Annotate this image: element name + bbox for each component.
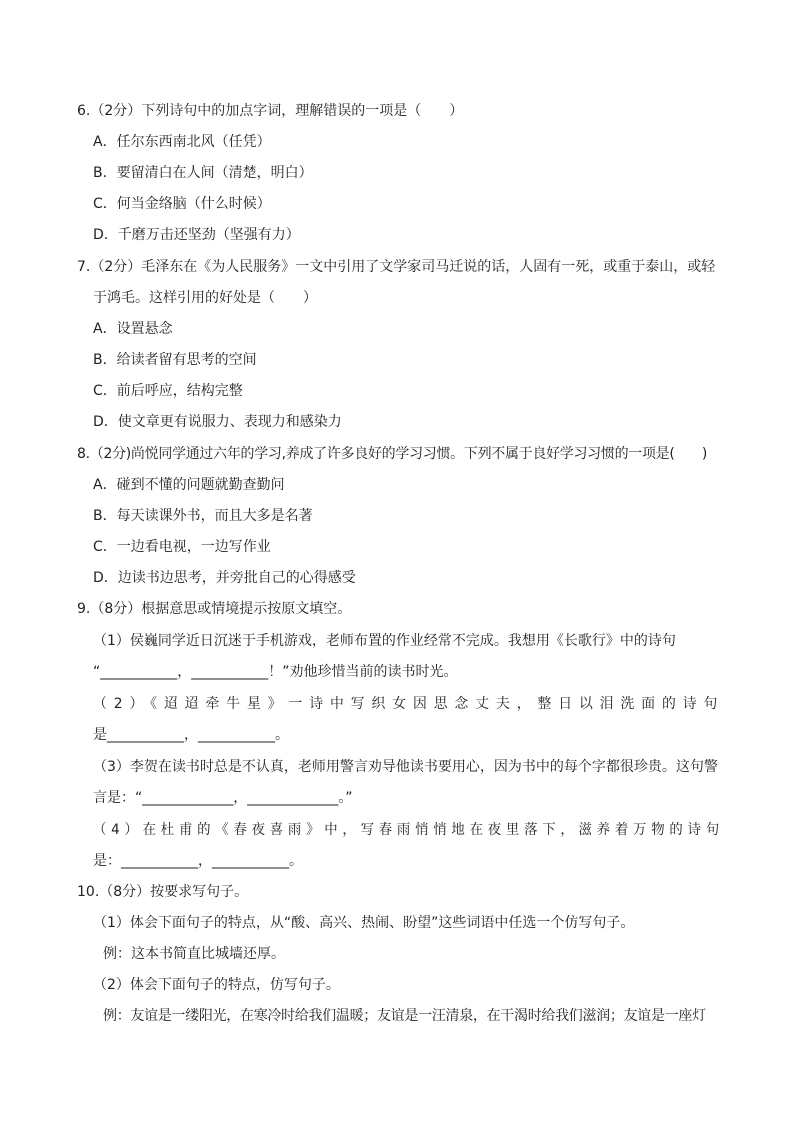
- question-9-sub2-line1: （2）《迢迢牵牛星》一诗中写织女因思念丈夫，整日以泪洗面的诗句: [93, 696, 725, 712]
- question-8-option-d: D．边读书边思考，并旁批自己的心得感受: [93, 570, 356, 586]
- question-9-sub1-line2: “___________，___________！”劝他珍惜当前的读书时光。: [93, 664, 458, 680]
- question-6-stem: 6.（2分）下列诗句中的加点字词，理解错误的一项是（ ）: [77, 103, 464, 119]
- question-10-sub2: （2）体会下面句子的特点，仿写句子。: [93, 977, 340, 993]
- question-9-sub4-line1: （4）在杜甫的《春夜喜雨》中，写春雨悄悄地在夜里落下，滋养着万物的诗句: [93, 822, 724, 838]
- question-10-stem: 10.（8分）按要求写句子。: [77, 884, 249, 900]
- question-9-sub3-line1: （3）李贺在读书时总是不认真，老师用警言劝导他读书要用心，因为书中的每个字都很珍贵。这句警: [93, 759, 718, 775]
- question-6-option-b: B．要留清白在人间（清楚，明白）: [93, 165, 313, 181]
- question-6-option-c: C．何当金络脑（什么时候）: [93, 196, 271, 212]
- question-7-option-c: C．前后呼应，结构完整: [93, 383, 243, 399]
- question-6-option-d: D．千磨万击还坚劲（坚强有力）: [93, 227, 300, 243]
- question-10-sub1-example: 例：这本书简直比城墙还厚。: [103, 946, 285, 962]
- question-9-sub3-line2: 言是：“_____________，_____________。”: [93, 790, 353, 806]
- question-8-option-b: B．每天读课外书，而且大多是名著: [93, 508, 313, 524]
- question-8-stem: 8.（2分)尚悦同学通过六年的学习,养成了许多良好的学习习惯。下列不属于良好学习习惯的一项是( ): [77, 446, 708, 462]
- question-7-option-d: D．使文章更有说服力、表现力和感染力: [93, 414, 342, 430]
- question-9-sub2-line2: 是___________，___________。: [93, 727, 289, 743]
- question-9-sub1-line1: （1）侯巍同学近日沉迷于手机游戏，老师布置的作业经常不完成。我想用《长歌行》中的诗句: [93, 633, 676, 649]
- question-9-stem: 9.（8分）根据意思或情境提示按原文填空。: [77, 601, 352, 617]
- question-8-option-a: A．碰到不懂的问题就勤查勤问: [93, 477, 285, 493]
- question-7-option-b: B．给读者留有思考的空间: [93, 352, 257, 368]
- question-9-sub4-line2: 是：___________，___________。: [93, 853, 303, 869]
- question-6-option-a: A．任尔东西南北风（任凭）: [93, 134, 271, 150]
- question-10-sub2-example: 例：友谊是一缕阳光，在寒冷时给我们温暖；友谊是一汪清泉，在干渴时给我们滋润；友谊是一座灯: [103, 1008, 706, 1024]
- question-8-option-c: C．一边看电视，一边写作业: [93, 539, 271, 555]
- question-7-stem-line2: 于鸿毛。这样引用的好处是（ ）: [93, 290, 317, 306]
- question-10-sub1: （1）体会下面句子的特点，从“酸、高兴、热闹、盼望”这些词语中任选一个仿写句子。: [93, 915, 635, 931]
- question-7-option-a: A．设置悬念: [93, 321, 173, 337]
- question-7-stem-line1: 7.（2分）毛泽东在《为人民服务》一文中引用了文学家司马迁说的话，人固有一死，或重于泰山，或轻: [77, 259, 716, 275]
